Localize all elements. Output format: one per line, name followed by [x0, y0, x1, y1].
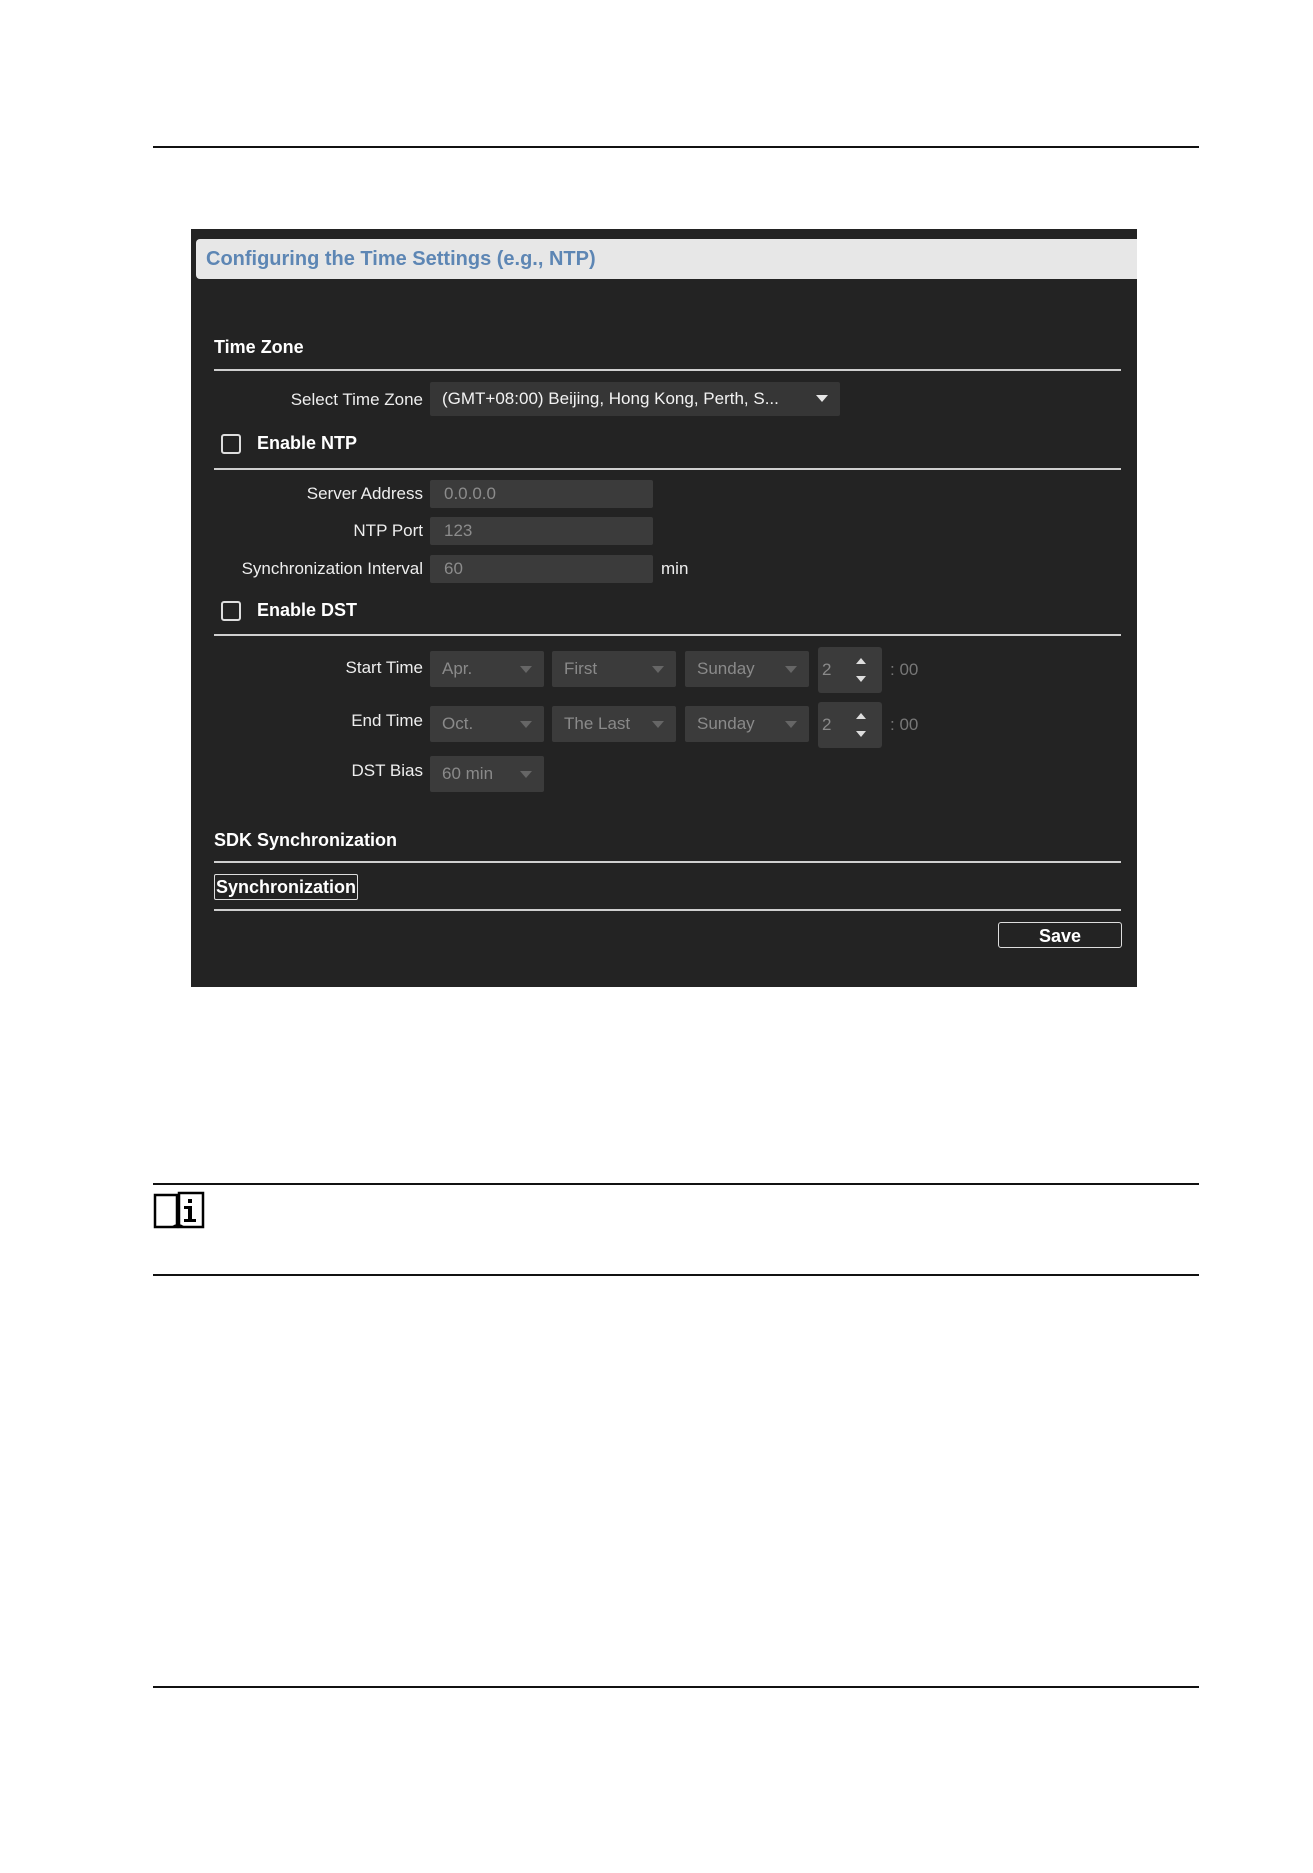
dst-bias-label: DST Bias	[351, 761, 423, 780]
stepper-down-icon[interactable]	[856, 676, 866, 682]
time-zone-divider	[214, 369, 1121, 371]
stepper-down-icon[interactable]	[856, 731, 866, 737]
sdk-divider	[214, 861, 1121, 863]
end-month-select[interactable]	[430, 706, 544, 742]
start-hour-stepper[interactable]	[818, 647, 882, 693]
note-book-info-icon	[153, 1191, 205, 1236]
sync-interval-label: Synchronization Interval	[241, 559, 423, 578]
start-time-label: Start Time	[345, 658, 423, 677]
end-day-select[interactable]	[685, 706, 809, 742]
start-day-select[interactable]	[685, 651, 809, 687]
chevron-down-icon	[816, 395, 828, 402]
bottom-divider	[214, 909, 1121, 911]
stepper-up-icon[interactable]	[856, 658, 866, 664]
enable-dst-checkbox[interactable]	[221, 601, 241, 621]
enable-ntp-label: Enable NTP	[257, 433, 358, 453]
sync-interval-field[interactable]: 60	[430, 555, 653, 583]
server-address-label: Server Address	[306, 484, 423, 503]
chevron-down-icon	[652, 666, 664, 673]
enable-dst-label: Enable DST	[257, 600, 358, 620]
time-zone-select-value: (GMT+08:00) Beijing, Hong Kong, Perth, S...	[442, 389, 779, 408]
select-time-zone-label: Select Time Zone	[290, 390, 423, 409]
end-hour-value: 2	[822, 715, 832, 734]
note-top-rule	[153, 1183, 1199, 1185]
chevron-down-icon	[520, 771, 532, 778]
end-week-select[interactable]	[552, 706, 676, 742]
end-hour-stepper[interactable]	[818, 702, 882, 748]
ntp-port-label: NTP Port	[353, 521, 423, 540]
panel-title: Configuring the Time Settings (e.g., NTP)	[196, 239, 1137, 279]
chevron-down-icon	[785, 666, 797, 673]
enable-ntp-checkbox[interactable]	[221, 434, 241, 454]
chevron-down-icon	[520, 721, 532, 728]
chevron-down-icon	[520, 666, 532, 673]
stepper-up-icon[interactable]	[856, 713, 866, 719]
time-settings-screenshot	[191, 229, 1137, 987]
end-day-value: Sunday	[697, 714, 755, 733]
header-rule	[153, 146, 1199, 148]
start-month-select[interactable]	[430, 651, 544, 687]
dst-bias-select[interactable]	[430, 756, 544, 792]
footer-rule	[153, 1686, 1199, 1688]
sync-interval-unit: min	[661, 559, 689, 578]
dst-divider	[214, 634, 1121, 636]
start-month-value: Apr.	[442, 659, 473, 678]
enable-dst-row	[221, 600, 357, 621]
synchronization-button[interactable]: Synchronization	[214, 874, 358, 900]
cropped-footer-text	[0, 1866, 820, 1873]
end-month-value: Oct.	[442, 714, 474, 733]
start-day-value: Sunday	[697, 659, 755, 678]
start-week-value: First	[564, 659, 598, 678]
server-address-field[interactable]: 0.0.0.0	[430, 480, 653, 508]
start-hour-value: 2	[822, 660, 832, 679]
dst-bias-value: 60 min	[442, 764, 494, 783]
end-week-value: The Last	[564, 714, 631, 733]
ntp-port-field[interactable]: 123	[430, 517, 653, 545]
start-minute-suffix: : 00	[890, 660, 919, 679]
chevron-down-icon	[785, 721, 797, 728]
ntp-divider	[214, 468, 1121, 470]
enable-ntp-row	[221, 433, 357, 454]
time-zone-select[interactable]	[430, 382, 840, 416]
end-time-label: End Time	[351, 711, 423, 730]
start-week-select[interactable]	[552, 651, 676, 687]
note-bottom-rule	[153, 1274, 1199, 1276]
time-zone-section-title: Time Zone	[214, 337, 304, 357]
end-minute-suffix: : 00	[890, 715, 919, 734]
save-button[interactable]: Save	[998, 922, 1122, 948]
chevron-down-icon	[652, 721, 664, 728]
sdk-sync-section-title: SDK Synchronization	[214, 830, 398, 850]
